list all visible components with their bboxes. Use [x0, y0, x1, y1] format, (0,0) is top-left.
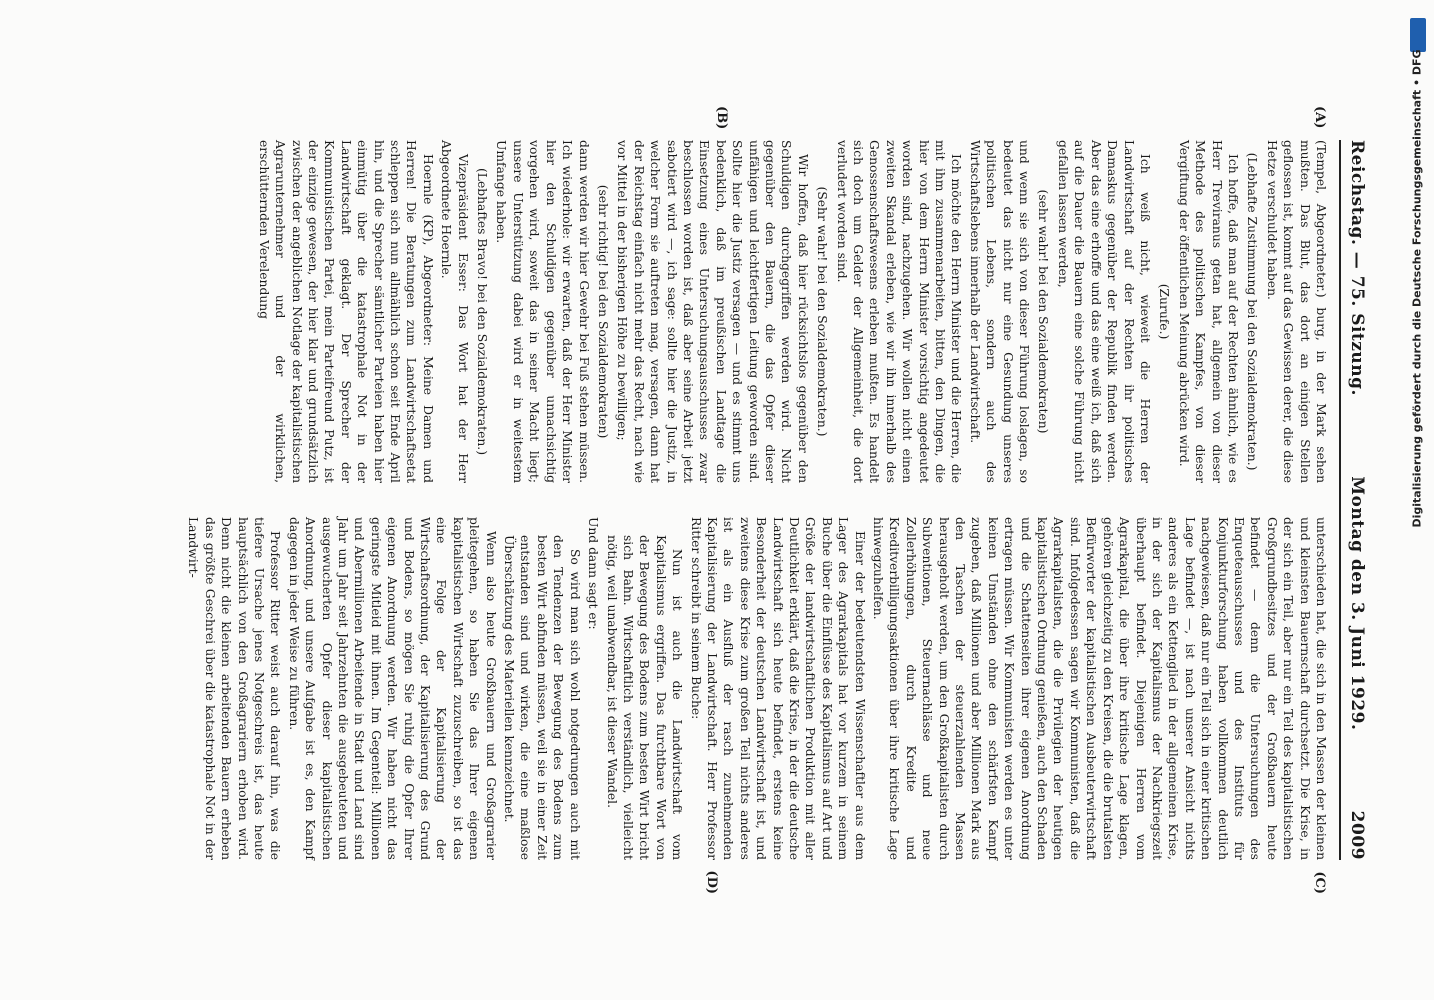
interjection: (sehr wahr! bei den Sozialdemokraten) — [1036, 189, 1051, 434]
margin-mark-a: (A) — [1312, 106, 1327, 129]
paragraph: Und dann sagt er: — [586, 517, 601, 630]
paragraph: unterschieden hat, die sich in den Massen der kleinen und kleinsten Bauernschaft durchsetzt. Die Krise, in der sich ein Teil, aber nur ein Teil des kapitalistischen Großgrundbesitzes und der Großbauern heute befindet — denn die Untersuchungen des Enqueteausschusses und des Instituts für Konjunkturforschung haben vollkommen deutlich nachgewiesen, daß nur ein Teil sich in einer kritischen Lage befindet —, ist nach unserer Ansicht nichts anderes als ein Kettenglied in der allgemeinen Krise, in der sich der Kapitalismus der Nachkriegszeit überhaupt befindet. Diejenigen Herren vom Agrarkapital, die über ihre kritische Lage klagen, gehören gleichzeitig zu den Kreisen, die die brutalsten Befürworter der kapitalistischen Ausbeuterwirtschaft sind. Infolgedessen sagen wir Kommunisten, daß die Agrarkapitalisten, die die Privilegien der heutigen kapitalistischen Ordnung genießen, auch den Schaden und die Schattenseiten ihrer eigenen Anordnung ertragen müssen. Wir Kommunisten werden es unter keinen Umständen ohne den schärfsten Kampf zugeben, daß Millionen und aber Millionen Mark aus den Taschen der steuerzahlenden Massen herausgeholt werden, um den Großkapitalisten durch Subventionen, Steuernachlässe und neue Zollerhöhungen, durch Kredite und Kreditverbilligungsaktionen über ihre kritische Lage hinwegzuhelfen. — [871, 517, 1328, 860]
margin-mark-d: (D) — [704, 870, 719, 894]
right-column — [99, 517, 1329, 894]
header-page-number: 2009 — [1347, 810, 1367, 860]
block-quote: Nun ist auch die Landwirtschaft vom Kapitalismus ergriffen. Das furchtbare Wort von der Bewegung des Bodens zum besten Wirt bricht sich Bahn. Wirtschaftlich verständlich, vielleicht nötig, weil unabwendbar, ist dieser Wandel. — [604, 535, 685, 860]
paragraph: Professor Ritter weist auch darauf hin, was die tiefere Ursache jenes Notgeschreis ist, das heute hauptsächlich von den Großagrariern erhoben wird. Denn nicht die kleinen arbeitenden Bauern erheben das größte Geschrei über die katastrophale Not in der Landwirt- — [186, 517, 283, 860]
interjection: (Lebhaftes Bravo! bei den Sozialdemokraten.) — [475, 168, 490, 455]
header-session: Reichstag. — 75. Sitzung. — [1347, 140, 1367, 396]
paragraph: Ich hoffe, daß man auf der Rechten ähnlich, wie es Herr Treviranus getan hat, allgemein von dieser Methode des politischen Kampfes, von dieser Vergiftung der öffentlichen Meinung abrücken wird. — [1176, 140, 1240, 483]
header-date: Montag den 3. Juni 1929. — [1347, 476, 1367, 731]
paragraph: Wenn also heute Großbauern und Großagrarier pleitegehen, so haben Sie das Ihrer eigenen kapitalistischen Wirtschaft zuzuschreiben, so ist das eine Folge der Kapitalisierung der Wirtschaftsordnung, der Kapitalisierung des Grund und Bodens, so mögen Sie ruhig die Opfer Ihrer eigenen Anordnung werden. Wir haben nicht das geringste Mitleid mit ihnen. Im Gegenteil: Millionen und Abermillionen Arbeitende in Stadt und Land sind Jahr um Jahr seit Jahrzehnten die ausgebeuteten und ausgewucherten Opfer dieser kapitalistischen Anordnung, und unsere Aufgabe ist es, den Kampf dagegen in jeder Weise zu führen. — [286, 517, 498, 860]
digitization-credit — [1400, 10, 1434, 990]
page-header — [1339, 140, 1367, 860]
interjection: (Zurufe.) — [1157, 283, 1172, 340]
margin-mark-b: (B) — [714, 106, 729, 130]
paragraph: Wir hoffen, daß hier rücksichtslos gegenüber den Schuldigen durchgegriffen werden wird. Nicht gegenüber den Bauern, die das Opfer dieser unfähigen und leichtfertigen Leitung geworden sind. Sollte hier die Justiz versagen — und es stimmt uns bedenklich, daß im preußischen Landtage die Einsetzung eines Untersuchungsausschusses zwar beschlossen worden ist, daß aber seine Arbeit jetzt sabotiert wird —, ich sage: sollte hier die Justiz, in welcher Form sie auftreten mag, versagen, dann hat der Reichstag einfach nicht mehr das Recht, nach wie vor Mittel in der bisherigen Höhe zu bewilligen; — [615, 140, 810, 483]
paragraph: und wenn sie sich von dieser Führung loslagen, so bedeutet das nicht nur eine Gesundung unseres politischen Lebens, sondern auch des Wirtschaftslebens innerhalb der Landwirtschaft. — [967, 140, 1032, 483]
speech-paragraph: Hoernle (KP), Abgeordneter: Meine Damen und Herren! Die Beratungen zum Landwirtschaftsetat schleppen sich nun allmählich schon seit Ende April hin, und die Sprecher sämtlicher Parteien haben hier einmütig über die katastrophale Not in der Landwirtschaft geklagt. Der Sprecher der Kommunistischen Partei, mein Parteifreund Putz, ist der einzige gewesen, der hier klar und grundsätzlich zwischen der angeblichen Notlage der kapitalistischen Agrarunternehmer und der wirklichen, erschütternden Verelendung — [256, 140, 435, 483]
speaker-announcement: Vizepräsident Esser: Das Wort hat der Herr Abgeordnete Hoernle. — [439, 140, 470, 483]
text-columns — [99, 106, 1329, 894]
dfg-logo-icon — [1410, 18, 1426, 52]
interjection: (sehr richtig! bei den Sozialdemokraten) — [595, 184, 610, 439]
paragraph: Ich möchte den Herrn Minister und die Herren, die mit ihm zusammenarbeiten, bitten, den Dingen, die hier von dem Herrn Minister vorsichtig angedeutet worden sind, nachzugehen. Wir wollen nicht einen zweiten Skandal erleben, wie wir ihn innerhalb des Genossenschaftswesens erleben mußten. Es handelt sich doch um Gelder der Allgemeinheit, die dort verludert worden sind. — [834, 140, 964, 483]
margin-mark-c: (C) — [1312, 871, 1327, 894]
paragraph: (Tempel, Abgeordneter.) burg, in der Mark sehen mußten. Das Blut, das dort an einigen Stellen geflossen ist, kommt auf das Gewissen derer, die diese Hetze verschuldet haben. — [1264, 140, 1328, 483]
rotated-document-page — [37, 100, 1397, 900]
paragraph: Einer der bedeutendsten Wissenschaftler aus dem Lager des Agrarkapitals hat vor kurzem in seinem Buche über die Einflüsse des Kapitalismus auf Art und Größe der landwirtschaftlichen Produktion mit aller Deutlichkeit erklärt, daß die Krise, in der die deutsche Landwirtschaft sich heute befindet, erstens keine Besonderheit der deutschen Landwirtschaft ist, und zweitens diese Krise zum großen Teil nichts anderes ist als ein Ausfluß der rasch zunehmenden Kapitalisierung der Landwirtschaft. Herr Professor Ritter schreibt in seinem Buche: — [688, 517, 867, 860]
paragraph: Ich weiß nicht, wieweit die Herren der Landwirtschaft auf der Rechten ihr politisches Damaskus gegenüber der Republik finden werden. Aber das eine erhoffe und das eine weiß ich, daß sich auf die Dauer die Bauern eine solche Führung nicht gefallen lassen werden, — [1055, 140, 1152, 483]
interjection: (Sehr wahr! bei den Sozialdemokraten.) — [815, 186, 830, 437]
block-quote: So wird man sich wohl notgedrungen auch mit den Tendenzen der Bewegung des Bodens zum besten Wirt abfinden müssen, weil sie in einer Zeit entstanden sind und wirken, die eine maßlose Überschätzung des Materiellen kennzeichnet. — [502, 535, 582, 860]
left-column — [99, 106, 1329, 483]
credit-text: Digitalisierung gefördert durch die Deutsche Forschungsgemeinschaft • DFG — [1410, 49, 1424, 528]
interjection: (Lebhafte Zustimmung bei den Sozialdemokraten.) — [1245, 152, 1260, 471]
paragraph: dann werden wir hier Gewehr bei Fuß stehen müssen. Ich wiederhole: wir erwarten, daß der Herr Minister hier den Schuldigen gegenüber unnachsichtig vorgehen wird, soweit das in seiner Macht liegt; unsere Unterstützung dabei wird er in weitestem Umfange haben. — [494, 140, 591, 483]
